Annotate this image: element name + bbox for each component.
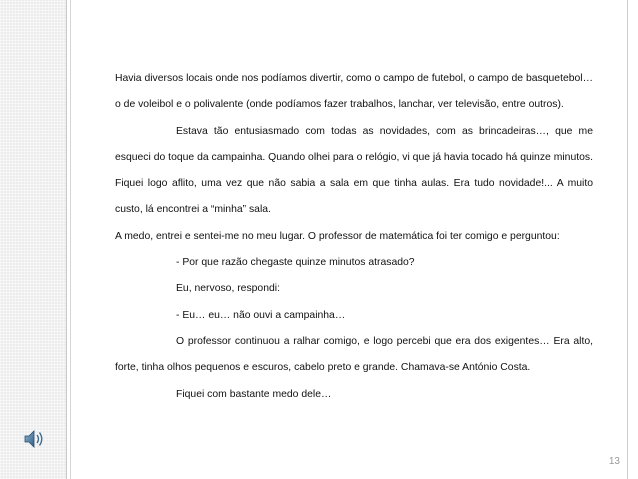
paragraph-4: O professor continuou a ralhar comigo, e logo percebi que era dos exigentes… Era alto, forte, tinha olhos pequenos e escuros, cabelo preto e grande. Chamava-se António Costa. — [115, 335, 593, 374]
speaker-icon-graphic — [22, 428, 46, 450]
divider-line — [70, 0, 71, 479]
dialog-line-3: - Eu… eu… não ouvi a campainha… — [176, 309, 346, 321]
dialog-line-1: - Por que razão chegaste quinze minutos atrasado? — [176, 257, 415, 269]
right-divider-line — [627, 0, 628, 479]
paragraph-3: A medo, entrei e sentei-me no meu lugar. O professor de matemática foi ter comigo e perguntou: — [115, 230, 560, 242]
paragraph-2: Estava tão entusiasmado com todas as novidades, com as brincadeiras…, que me esqueci do toque da campainha. Quando olhei para o relógio, vi que já havia tocado há quinze minutos. Fiquei logo aflito, uma vez que não sabia a sala em que tinha aulas. Era tudo novidade!... A muito custo, lá encontrei a “minha” sala. — [115, 125, 593, 216]
sidebar-panel — [0, 0, 67, 479]
dialog-line-2: Eu, nervoso, respondi: — [176, 283, 280, 295]
paragraph-5: Fiquei com bastante medo dele… — [176, 388, 332, 400]
paragraph-1: Havia diversos locais onde nos podíamos divertir, como o campo de futebol, o campo de basquetebol… o de voleibol e o polivalente (onde podíamos fazer trabalhos, lanchar, ver televisão, entre outros). — [115, 73, 593, 111]
document-body — [115, 66, 593, 408]
page-number: 13 — [608, 456, 620, 467]
speaker-icon[interactable] — [22, 428, 46, 450]
